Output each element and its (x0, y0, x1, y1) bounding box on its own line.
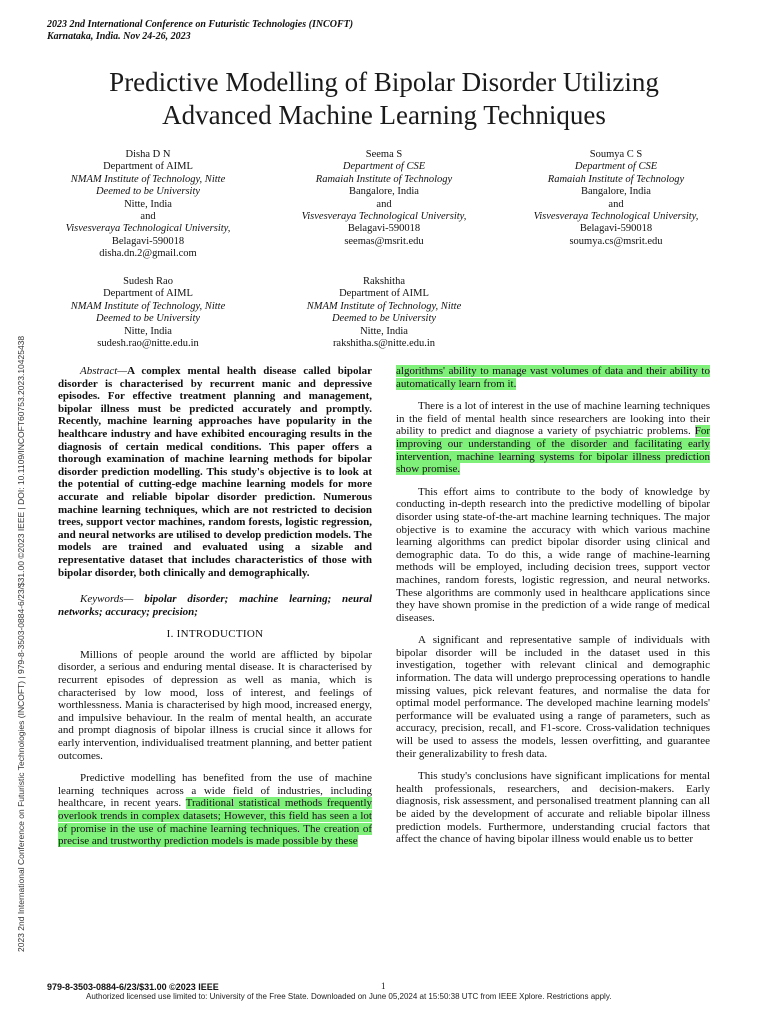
author-department: Department of CSE (574, 161, 658, 173)
author-name: Seema S (365, 149, 403, 160)
author-name: Sudesh Rao (123, 276, 173, 287)
highlighted-text: Traditional statistical methods frequently overlook trends in complex datasets; However, this field has seen a lot of promise in the use of machine learning techniques. The creation of precise and trustworthy prediction models is made possible by these (58, 797, 373, 848)
author-location: Bangalore, India (581, 186, 651, 198)
author-name: Disha D N (125, 149, 171, 160)
author-block-4 (33, 276, 263, 350)
author-and: and (140, 211, 156, 223)
section-heading-introduction: I. INTRODUCTION (166, 628, 264, 641)
author-name: Soumya C S (589, 149, 643, 160)
author-institution: NMAM Institute of Technology, Nitte (70, 173, 226, 185)
conference-header (47, 19, 353, 43)
intro-paragraph-5: A significant and representative sample of individuals with bipolar disorder will be included in the dataset used in this investigation, together with relevant clinical and demographic information. The data will undergo preprocessing operations to handle missing values, pick relevant features, and normalise the data for optimal model performance. The developed machine learning models' performance will be evaluated using a range of parameters, such as accuracy, precision, recall, and F1-score. Cross-validation techniques will be used to assess the models, lessen overfitting, and guarantee their generalizability to fresh data. (396, 634, 710, 760)
author-email[interactable]: rakshitha.s@nitte.edu.in (332, 338, 436, 350)
abstract-lead: Abstract— (80, 365, 128, 377)
keywords (58, 593, 372, 618)
title-line-2: Advanced Machine Learning Techniques (162, 100, 606, 130)
intro-paragraph-4: This effort aims to contribute to the body of knowledge by conducting in-depth research into the predictive modelling of bipolar disorder using state-of-the-art machine learning techniques. The major objective is to examine the accuracy with which various machine learning algorithms can predict bipolar disorder using clinical and demographic data. To do this, a wide range of machine-learning methods will be employed, including decision trees, support vector machines, random forests, logistic regression, and neural networks. These algorithms are commonly used in healthcare applications since they have shown promise in the prediction of a wide range of medical diseases. (396, 485, 710, 624)
author-block-2 (269, 149, 499, 248)
left-column (58, 365, 372, 858)
author-email[interactable]: seemas@msrit.edu (344, 235, 424, 247)
author-location: Nitte, India (124, 325, 172, 337)
footer-isbn: 979-8-3503-0884-6/23/$31.00 ©2023 IEEE (47, 982, 219, 992)
conference-name: 2023 2nd International Conference on Futuristic Technologies (INCOFT) (47, 19, 354, 30)
page-number: 1 (381, 981, 386, 991)
author-department: Department of AIML (339, 288, 429, 300)
author-block-1 (33, 149, 263, 261)
author-department: Department of AIML (103, 288, 193, 300)
author-name: Rakshitha (363, 276, 405, 287)
author-location: Nitte, India (360, 325, 408, 337)
intro-paragraph-6: This study's conclusions have significant implications for mental health professionals, researchers, and decision-makers. Early diagnosis, risk assessment, and personalised treatment planning can all be aided by the development of accurate and reliable bipolar illness prediction models. Furthermore, understanding crucial factors that affect the chance of having bipolar illness would enable us to better (396, 770, 710, 846)
intro-paragraph-3-text: There is a lot of interest in the use of machine learning techniques in the field of mental health since researchers are looking into their ability to predict and diagnose a variety of psychiatric problems. (396, 400, 710, 438)
author-location: Nitte, India (124, 198, 172, 210)
paper-title (40, 66, 728, 132)
author-city: Belagavi-590018 (347, 223, 421, 235)
abstract (58, 365, 372, 579)
intro-paragraph-2 (58, 772, 372, 848)
author-and: and (376, 198, 392, 210)
author-city: Belagavi-590018 (111, 235, 185, 247)
author-institution: Ramaiah Institute of Technology (547, 173, 685, 185)
author-university: Visvesveraya Technological University, (65, 223, 231, 235)
author-institution: Ramaiah Institute of Technology (315, 173, 453, 185)
intro-paragraph-2-text: Predictive modelling has benefited from the use of machine learning techniques across a wide field of industries, including healthcare, in recent years. (58, 772, 372, 810)
highlighted-text: For improving our understanding of the disorder and facilitating early intervention, machine learning systems for bipolar illness prediction show promise. (396, 425, 710, 476)
author-university: Visvesveraya Technological University, (533, 211, 699, 223)
conference-location-date: Karnataka, India. Nov 24-26, 2023 (47, 31, 191, 42)
abstract-text: A complex mental health disease called bipolar disorder is characterised by recurrent manic and depressive episodes. For effective treatment planning and management, bipolar illness must be predicted accurately and promptly. Recently, machine learning approaches have popularity in the healthcare industry and have exhibited encouraging results in the diagnosis of certain medical conditions. This paper offers a thorough examination of machine learning methods for bipolar disorder prediction modelling. This study's objective is to look at the potential of cutting-edge machine learning models for more accurate and reliable bipolar disorder prediction. Numerous machine learning techniques, which are not restricted to decision trees, support vector machines, random forests, logistic regression, and neural networks are utilised to develop prediction models. The models are trained and evaluated using a sizable and representative dataset that includes characteristics of those with bipolar disorder, both clinically and demographically. (58, 365, 372, 579)
author-institution-status: Deemed to be University (331, 313, 437, 325)
author-institution-status: Deemed to be University (95, 186, 201, 198)
author-email[interactable]: sudesh.rao@nitte.edu.in (97, 338, 199, 350)
author-and: and (608, 198, 624, 210)
right-column (396, 365, 710, 856)
author-email[interactable]: disha.dn.2@gmail.com (99, 248, 197, 260)
author-location: Bangalore, India (349, 186, 419, 198)
author-block-5 (269, 276, 499, 350)
highlighted-text: algorithms' ability to manage vast volumes of data and their ability to automatically learn from it. (396, 365, 710, 390)
author-institution-status: Deemed to be University (95, 313, 201, 325)
author-department: Department of AIML (103, 161, 193, 173)
author-department: Department of CSE (342, 161, 426, 173)
intro-paragraph-2-continued (396, 365, 710, 390)
author-institution: NMAM Institute of Technology, Nitte (306, 300, 462, 312)
keywords-text: bipolar disorder; machine learning; neural networks; accuracy; precision; (58, 593, 373, 618)
author-city: Belagavi-590018 (579, 223, 653, 235)
doi-sidebar-text: 2023 2nd International Conference on Futuristic Technologies (INCOFT) | 979-8-3503-0884-6/23/$31.00 ©2023 IEEE | DOI: 10.1109/INCOFT60753.2023.10425438 (16, 335, 26, 952)
intro-paragraph-3 (396, 400, 710, 476)
title-line-1: Predictive Modelling of Bipolar Disorder Utilizing (109, 67, 659, 97)
license-notice: Authorized licensed use limited to: University of the Free State. Downloaded on June 05,2024 at 15:50:38 UTC from IEEE Xplore. Restrictions apply. (86, 992, 612, 1001)
author-institution: NMAM Institute of Technology, Nitte (70, 300, 226, 312)
author-university: Visvesveraya Technological University, (301, 211, 467, 223)
author-email[interactable]: soumya.cs@msrit.edu (569, 235, 663, 247)
intro-paragraph-1: Millions of people around the world are afflicted by bipolar disorder, a serious and enduring mental disease. It is characterised by recurrent episodes of depression as well as mania, which is characterised by low mood, loss of interest, and feelings of worthlessness. Mania is characterised by high mood, increased energy, and impulsive behaviour. In the realm of mental health, an accurate and prompt diagnosis of bipolar illness is crucial since it allows for early intervention, individualised treatment planning, and better patient outcomes. (58, 648, 372, 762)
author-block-3 (501, 149, 731, 248)
keywords-lead: Keywords— (80, 593, 145, 606)
